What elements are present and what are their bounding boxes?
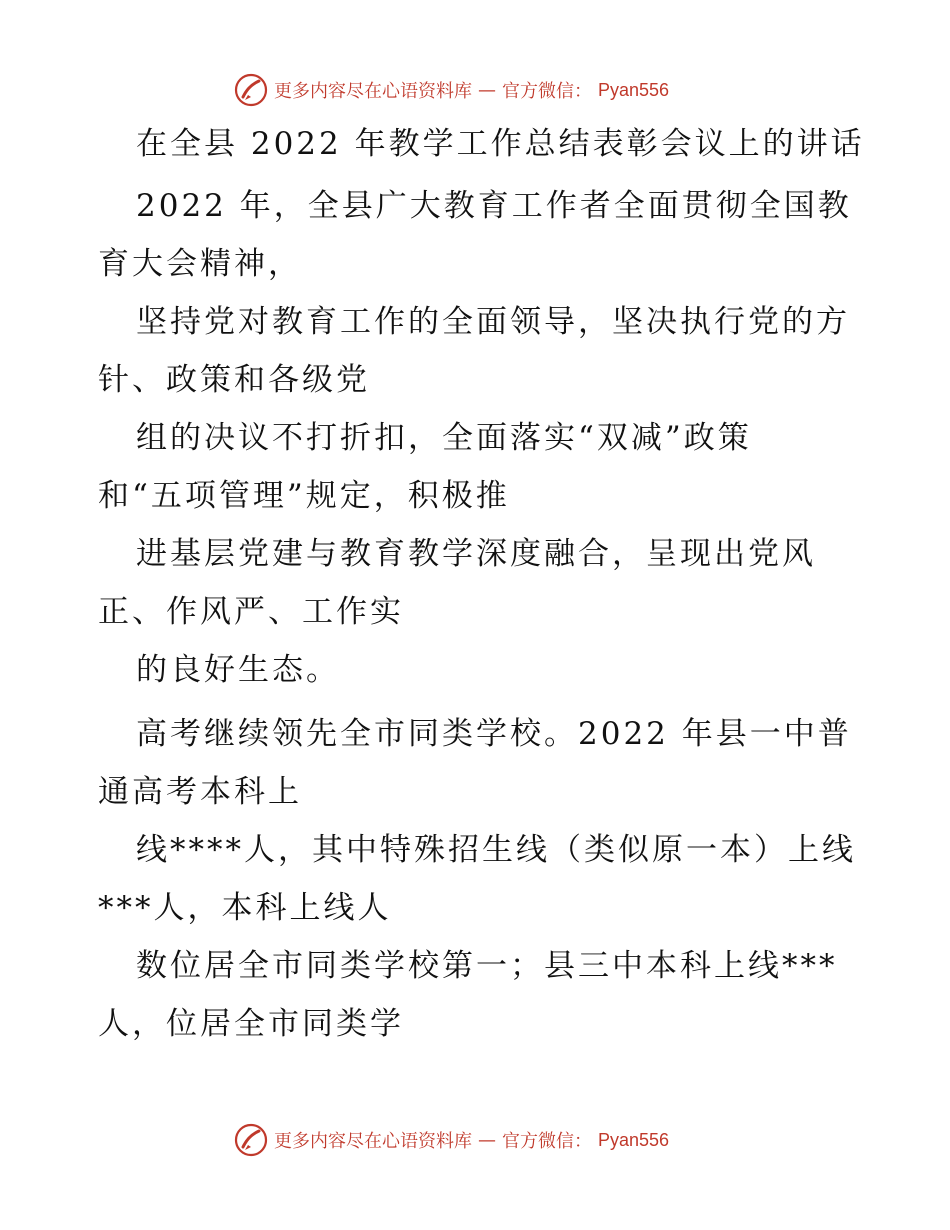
document-title: 在全县 2022 年教学工作总结表彰会议上的讲话 bbox=[136, 126, 865, 162]
watermark-wechat-id: Pyan556 bbox=[598, 79, 670, 100]
text-line: 针、政策和各级党 bbox=[98, 362, 370, 398]
text-line: 数位居全市同类学校第一；县三中本科上线*** bbox=[136, 948, 838, 984]
text-line: 线****人，其中特殊招生线（类似原一本）上线 bbox=[136, 832, 856, 868]
text-line: 高考继续领先全市同类学校。2022 年县一中普 bbox=[136, 716, 852, 752]
footer-watermark bbox=[234, 1122, 669, 1158]
text-line: 组的决议不打折扣，全面落实“双减”政策 bbox=[136, 420, 752, 456]
brush-seal-icon bbox=[234, 73, 268, 107]
watermark-wechat-label: 官方微信： bbox=[502, 1131, 592, 1152]
text-line: 育大会精神， bbox=[98, 246, 302, 282]
watermark-text: 更多内容尽在心语资料库 bbox=[274, 1131, 472, 1152]
watermark-wechat-id: Pyan556 bbox=[598, 1129, 670, 1150]
text-line: 2022 年，全县广大教育工作者全面贯彻全国教 bbox=[136, 188, 852, 224]
watermark-separator: — bbox=[478, 79, 496, 101]
text-line: 和“五项管理”规定，积极推 bbox=[98, 478, 510, 514]
text-line: 进基层党建与教育教学深度融合，呈现出党风 bbox=[136, 536, 816, 572]
text-line: 的良好生态。 bbox=[136, 652, 340, 688]
text-line: 人，位居全市同类学 bbox=[98, 1006, 404, 1042]
watermark-separator: — bbox=[478, 1129, 496, 1151]
watermark-text: 更多内容尽在心语资料库 bbox=[274, 81, 472, 102]
brush-seal-icon bbox=[234, 1123, 268, 1157]
watermark-wechat-label: 官方微信： bbox=[502, 81, 592, 102]
text-line: ***人，本科上线人 bbox=[98, 890, 392, 926]
text-line: 坚持党对教育工作的全面领导，坚决执行党的方 bbox=[136, 304, 850, 340]
header-watermark bbox=[234, 72, 669, 108]
text-line: 通高考本科上 bbox=[98, 774, 302, 810]
text-line: 正、作风严、工作实 bbox=[98, 594, 404, 630]
